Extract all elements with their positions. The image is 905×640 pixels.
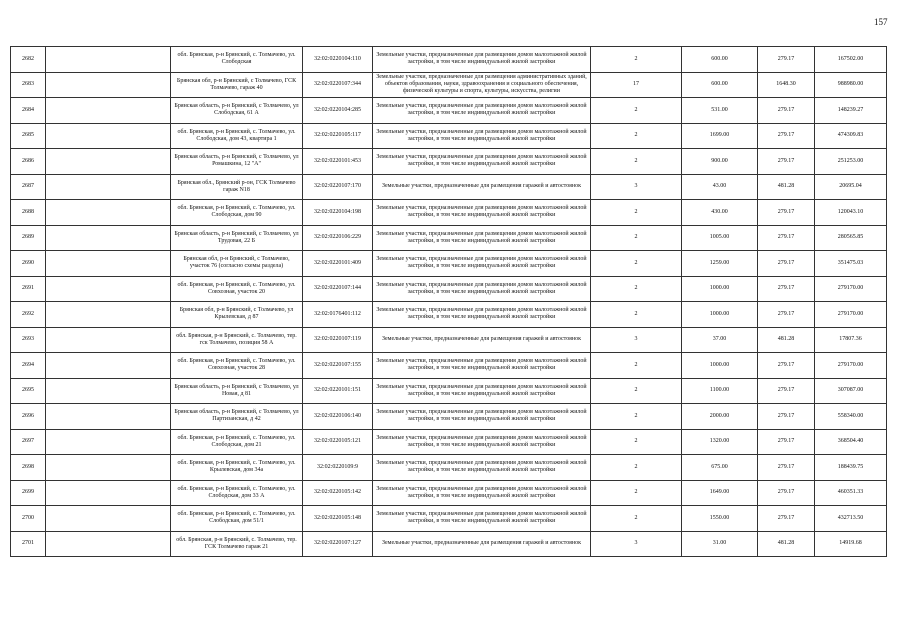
address-cell: обл. Брянская, р-н Брянский, с. Толмачево, ул. Крылевская, дом 34а [171,455,303,481]
table-row [11,276,887,302]
specific-value-cell: 279.17 [758,276,815,302]
table-row [11,302,887,328]
cadastral-value-cell: 307087.00 [815,378,887,404]
blank-cell [46,302,171,328]
area-cell: 1005.00 [682,225,758,251]
table-row [11,251,887,277]
cadastral-value-cell: 20695.04 [815,174,887,200]
cadastral-value-cell: 188439.75 [815,455,887,481]
table-row [11,506,887,532]
area-cell: 1550.00 [682,506,758,532]
address-cell: обл. Брянская, р-н Брянский, с. Толмачево, тер. гск Толмачево, позиция 58 А [171,327,303,353]
specific-value-cell: 279.17 [758,98,815,124]
table-row [11,455,887,481]
land-use-cell: Земельные участки, предназначенные для размещения гаражей и автостоянок [373,327,591,353]
cadastral-value-cell: 280565.85 [815,225,887,251]
address-cell: обл. Брянская, р-н Брянский, с. Толмачево, ул. Совхозная, участок 28 [171,353,303,379]
cadastral-number-cell: 32:02:0220105:148 [303,506,373,532]
cadastral-number-cell: 32:02:0220107:344 [303,72,373,98]
cadastral-number-cell: 32:02:0220107:119 [303,327,373,353]
area-cell: 430.00 [682,200,758,226]
table-row [11,531,887,557]
land-use-cell: Земельные участки, предназначенные для размещения домов малоэтажной жилой застройки, в том числе индивидуальной жилой застройки [373,378,591,404]
table-row [11,72,887,98]
cadastral-number-cell: 32:02:0220105:117 [303,123,373,149]
use-type-cell: 2 [591,302,682,328]
specific-value-cell: 481.28 [758,531,815,557]
area-cell: 1000.00 [682,302,758,328]
table-row [11,480,887,506]
specific-value-cell: 481.28 [758,327,815,353]
table-row [11,327,887,353]
specific-value-cell: 279.17 [758,378,815,404]
land-use-cell: Земельные участки, предназначенные для размещения гаражей и автостоянок [373,174,591,200]
cadastral-value-cell: 474309.83 [815,123,887,149]
address-cell: Брянская область, р-н Брянский, с Толмачево, ул Партизанская, д 42 [171,404,303,430]
blank-cell [46,404,171,430]
row-number-cell: 2691 [11,276,46,302]
cadastral-value-cell: 279170.00 [815,353,887,379]
area-cell: 600.00 [682,47,758,73]
cadastral-number-cell: 32:02:0220101:409 [303,251,373,277]
address-cell: Брянская область, р-н Брянский, с Толмачево, ул Трудовая, 22 Б [171,225,303,251]
cadastral-number-cell: 32:02:0220107:144 [303,276,373,302]
area-cell: 600.00 [682,72,758,98]
specific-value-cell: 279.17 [758,429,815,455]
use-type-cell: 2 [591,149,682,175]
table-row [11,225,887,251]
land-use-cell: Земельные участки, предназначенные для размещения административных зданий, объектов образования, науки, здравоохранения и социального обеспечения, физической культуры и спорта, культуры, искусства, религии [373,72,591,98]
land-use-cell: Земельные участки, предназначенные для размещения домов малоэтажной жилой застройки, в том числе индивидуальной жилой застройки [373,506,591,532]
land-use-cell: Земельные участки, предназначенные для размещения гаражей и автостоянок [373,531,591,557]
area-cell: 37.00 [682,327,758,353]
address-cell: Брянская область, р-н Брянский, с Толмачево, ул Новая, д 81 [171,378,303,404]
cadastral-value-cell: 432713.50 [815,506,887,532]
blank-cell [46,174,171,200]
use-type-cell: 3 [591,174,682,200]
area-cell: 1100.00 [682,378,758,404]
address-cell: обл. Брянская, р-н Брянский, с. Толмачево, ул. Слободская, дом 51/1 [171,506,303,532]
land-use-cell: Земельные участки, предназначенные для размещения домов малоэтажной жилой застройки, в том числе индивидуальной жилой застройки [373,302,591,328]
row-number-cell: 2694 [11,353,46,379]
address-cell: Брянская обл, р-н Брянский, с Толмачево, ул Крылевская, д 87 [171,302,303,328]
cadastral-value-cell: 167502.00 [815,47,887,73]
area-cell: 1649.00 [682,480,758,506]
cadastral-value-cell: 988980.00 [815,72,887,98]
cadastral-value-cell: 368504.40 [815,429,887,455]
cadastral-number-cell: 32:02:0220106:140 [303,404,373,430]
cadastral-number-cell: 32:02:0220104:110 [303,47,373,73]
area-cell: 1000.00 [682,276,758,302]
use-type-cell: 2 [591,378,682,404]
area-cell: 531.00 [682,98,758,124]
blank-cell [46,149,171,175]
table-row [11,378,887,404]
page-number: 157 [874,17,888,27]
blank-cell [46,72,171,98]
blank-cell [46,353,171,379]
cadastral-value-cell: 251253.00 [815,149,887,175]
use-type-cell: 2 [591,429,682,455]
cadastral-value-cell: 14919.68 [815,531,887,557]
address-cell: Брянская область, р-н Брянский, с Толмачево, ул Ромашкина, 12 "А" [171,149,303,175]
blank-cell [46,429,171,455]
land-use-cell: Земельные участки, предназначенные для размещения домов малоэтажной жилой застройки, в том числе индивидуальной жилой застройки [373,455,591,481]
address-cell: обл. Брянская, р-н Брянский, с. Толмачево, ул. Слободская, дом 21 [171,429,303,455]
cadastral-number-cell: 32:02:0220105:142 [303,480,373,506]
cadastral-number-cell: 32:02:0220105:121 [303,429,373,455]
use-type-cell: 2 [591,98,682,124]
use-type-cell: 2 [591,123,682,149]
specific-value-cell: 279.17 [758,200,815,226]
land-use-cell: Земельные участки, предназначенные для размещения домов малоэтажной жилой застройки, в том числе индивидуальной жилой застройки [373,429,591,455]
blank-cell [46,47,171,73]
specific-value-cell: 279.17 [758,47,815,73]
row-number-cell: 2690 [11,251,46,277]
cadastral-number-cell: 32:02:0176401:112 [303,302,373,328]
blank-cell [46,378,171,404]
row-number-cell: 2688 [11,200,46,226]
land-use-cell: Земельные участки, предназначенные для размещения домов малоэтажной жилой застройки, в том числе индивидуальной жилой застройки [373,225,591,251]
table-body [11,47,887,557]
cadastral-number-cell: 32:02:0220101:151 [303,378,373,404]
blank-cell [46,531,171,557]
table-row [11,98,887,124]
cadastral-value-cell: 460351.33 [815,480,887,506]
row-number-cell: 2693 [11,327,46,353]
table-row [11,353,887,379]
row-number-cell: 2699 [11,480,46,506]
table-row [11,47,887,73]
table-row [11,200,887,226]
row-number-cell: 2689 [11,225,46,251]
blank-cell [46,480,171,506]
specific-value-cell: 279.17 [758,455,815,481]
land-use-cell: Земельные участки, предназначенные для размещения домов малоэтажной жилой застройки, в том числе индивидуальной жилой застройки [373,200,591,226]
use-type-cell: 2 [591,506,682,532]
use-type-cell: 3 [591,531,682,557]
row-number-cell: 2697 [11,429,46,455]
land-use-cell: Земельные участки, предназначенные для размещения домов малоэтажной жилой застройки, в том числе индивидуальной жилой застройки [373,251,591,277]
use-type-cell: 2 [591,353,682,379]
cadastral-value-cell: 120043.10 [815,200,887,226]
cadastral-value-cell: 558340.00 [815,404,887,430]
cadastral-number-cell: 32:02:0220107:155 [303,353,373,379]
area-cell: 900.00 [682,149,758,175]
use-type-cell: 2 [591,480,682,506]
address-cell: Брянская обл, р-н Брянский, с Толмачево, ГСК Толмачево, гараж 40 [171,72,303,98]
land-use-cell: Земельные участки, предназначенные для размещения домов малоэтажной жилой застройки, в том числе индивидуальной жилой застройки [373,149,591,175]
address-cell: Брянская обл, р-н Брянский, с Толмачево, участок 76 (согласно схемы раздела) [171,251,303,277]
row-number-cell: 2684 [11,98,46,124]
table-row [11,174,887,200]
row-number-cell: 2685 [11,123,46,149]
address-cell: обл. Брянская, р-н Брянский, с. Толмачево, ул. Слободская, дом 90 [171,200,303,226]
row-number-cell: 2683 [11,72,46,98]
blank-cell [46,276,171,302]
area-cell: 31.00 [682,531,758,557]
use-type-cell: 2 [591,404,682,430]
land-use-cell: Земельные участки, предназначенные для размещения домов малоэтажной жилой застройки, в том числе индивидуальной жилой застройки [373,47,591,73]
use-type-cell: 2 [591,200,682,226]
area-cell: 1320.00 [682,429,758,455]
area-cell: 675.00 [682,455,758,481]
cadastral-value-cell: 351475.03 [815,251,887,277]
row-number-cell: 2686 [11,149,46,175]
land-use-cell: Земельные участки, предназначенные для размещения домов малоэтажной жилой застройки, в том числе индивидуальной жилой застройки [373,98,591,124]
cadastral-value-cell: 279170.00 [815,302,887,328]
row-number-cell: 2687 [11,174,46,200]
table-row [11,404,887,430]
address-cell: Брянская обл., Брянский р-он, ГСК Толмачево гараж N18 [171,174,303,200]
address-cell: обл. Брянская, р-н Брянский, с. Толмачево, ул. Слободская, дом 33 А [171,480,303,506]
address-cell: обл. Брянская, р-н Брянский, с. Толмачево, ул. Слободская, дом 43, квартира 1 [171,123,303,149]
blank-cell [46,123,171,149]
cadastral-number-cell: 32:02:0220104:198 [303,200,373,226]
area-cell: 2000.00 [682,404,758,430]
row-number-cell: 2700 [11,506,46,532]
specific-value-cell: 279.17 [758,302,815,328]
address-cell: Брянская область, р-н Брянский, с Толмачево, ул Слободская, 61 А [171,98,303,124]
address-cell: обл. Брянская, р-н Брянский, с. Толмачево, ул. Совхозная, участок 20 [171,276,303,302]
land-use-cell: Земельные участки, предназначенные для размещения домов малоэтажной жилой застройки, в том числе индивидуальной жилой застройки [373,276,591,302]
use-type-cell: 2 [591,276,682,302]
cadastral-value-cell: 148239.27 [815,98,887,124]
specific-value-cell: 279.17 [758,123,815,149]
specific-value-cell: 279.17 [758,353,815,379]
cadastral-value-cell: 17807.36 [815,327,887,353]
row-number-cell: 2701 [11,531,46,557]
table-row [11,149,887,175]
area-cell: 1259.00 [682,251,758,277]
area-cell: 43.00 [682,174,758,200]
use-type-cell: 2 [591,251,682,277]
use-type-cell: 2 [591,455,682,481]
blank-cell [46,251,171,277]
cadastral-number-cell: 32:02:0220107:127 [303,531,373,557]
cadastral-number-cell: 32:02:0220109:9 [303,455,373,481]
specific-value-cell: 279.17 [758,506,815,532]
land-use-cell: Земельные участки, предназначенные для размещения домов малоэтажной жилой застройки, в том числе индивидуальной жилой застройки [373,404,591,430]
cadastral-number-cell: 32:02:0220106:229 [303,225,373,251]
use-type-cell: 2 [591,47,682,73]
land-use-cell: Земельные участки, предназначенные для размещения домов малоэтажной жилой застройки, в том числе индивидуальной жилой застройки [373,123,591,149]
use-type-cell: 2 [591,225,682,251]
land-use-cell: Земельные участки, предназначенные для размещения домов малоэтажной жилой застройки, в том числе индивидуальной жилой застройки [373,480,591,506]
blank-cell [46,506,171,532]
specific-value-cell: 279.17 [758,251,815,277]
use-type-cell: 17 [591,72,682,98]
specific-value-cell: 279.17 [758,149,815,175]
blank-cell [46,455,171,481]
area-cell: 1699.00 [682,123,758,149]
row-number-cell: 2692 [11,302,46,328]
cadastral-number-cell: 32:02:0220101:453 [303,149,373,175]
row-number-cell: 2698 [11,455,46,481]
specific-value-cell: 1648.30 [758,72,815,98]
specific-value-cell: 481.28 [758,174,815,200]
cadastral-number-cell: 32:02:0220104:285 [303,98,373,124]
land-use-cell: Земельные участки, предназначенные для размещения домов малоэтажной жилой застройки, в том числе индивидуальной жилой застройки [373,353,591,379]
cadastral-value-cell: 279170.00 [815,276,887,302]
blank-cell [46,327,171,353]
address-cell: обл. Брянская, р-н Брянский, с. Толмачево, тер. ГСК Толмачево гараж 21 [171,531,303,557]
cadastral-number-cell: 32:02:0220107:170 [303,174,373,200]
specific-value-cell: 279.17 [758,480,815,506]
blank-cell [46,98,171,124]
specific-value-cell: 279.17 [758,225,815,251]
blank-cell [46,225,171,251]
use-type-cell: 3 [591,327,682,353]
specific-value-cell: 279.17 [758,404,815,430]
area-cell: 1000.00 [682,353,758,379]
row-number-cell: 2696 [11,404,46,430]
row-number-cell: 2695 [11,378,46,404]
address-cell: обл. Брянская, р-н Брянский, с. Толмачево, ул. Слободская [171,47,303,73]
row-number-cell: 2682 [11,47,46,73]
table-row [11,123,887,149]
table-row [11,429,887,455]
cadastral-value-table [10,46,887,557]
blank-cell [46,200,171,226]
